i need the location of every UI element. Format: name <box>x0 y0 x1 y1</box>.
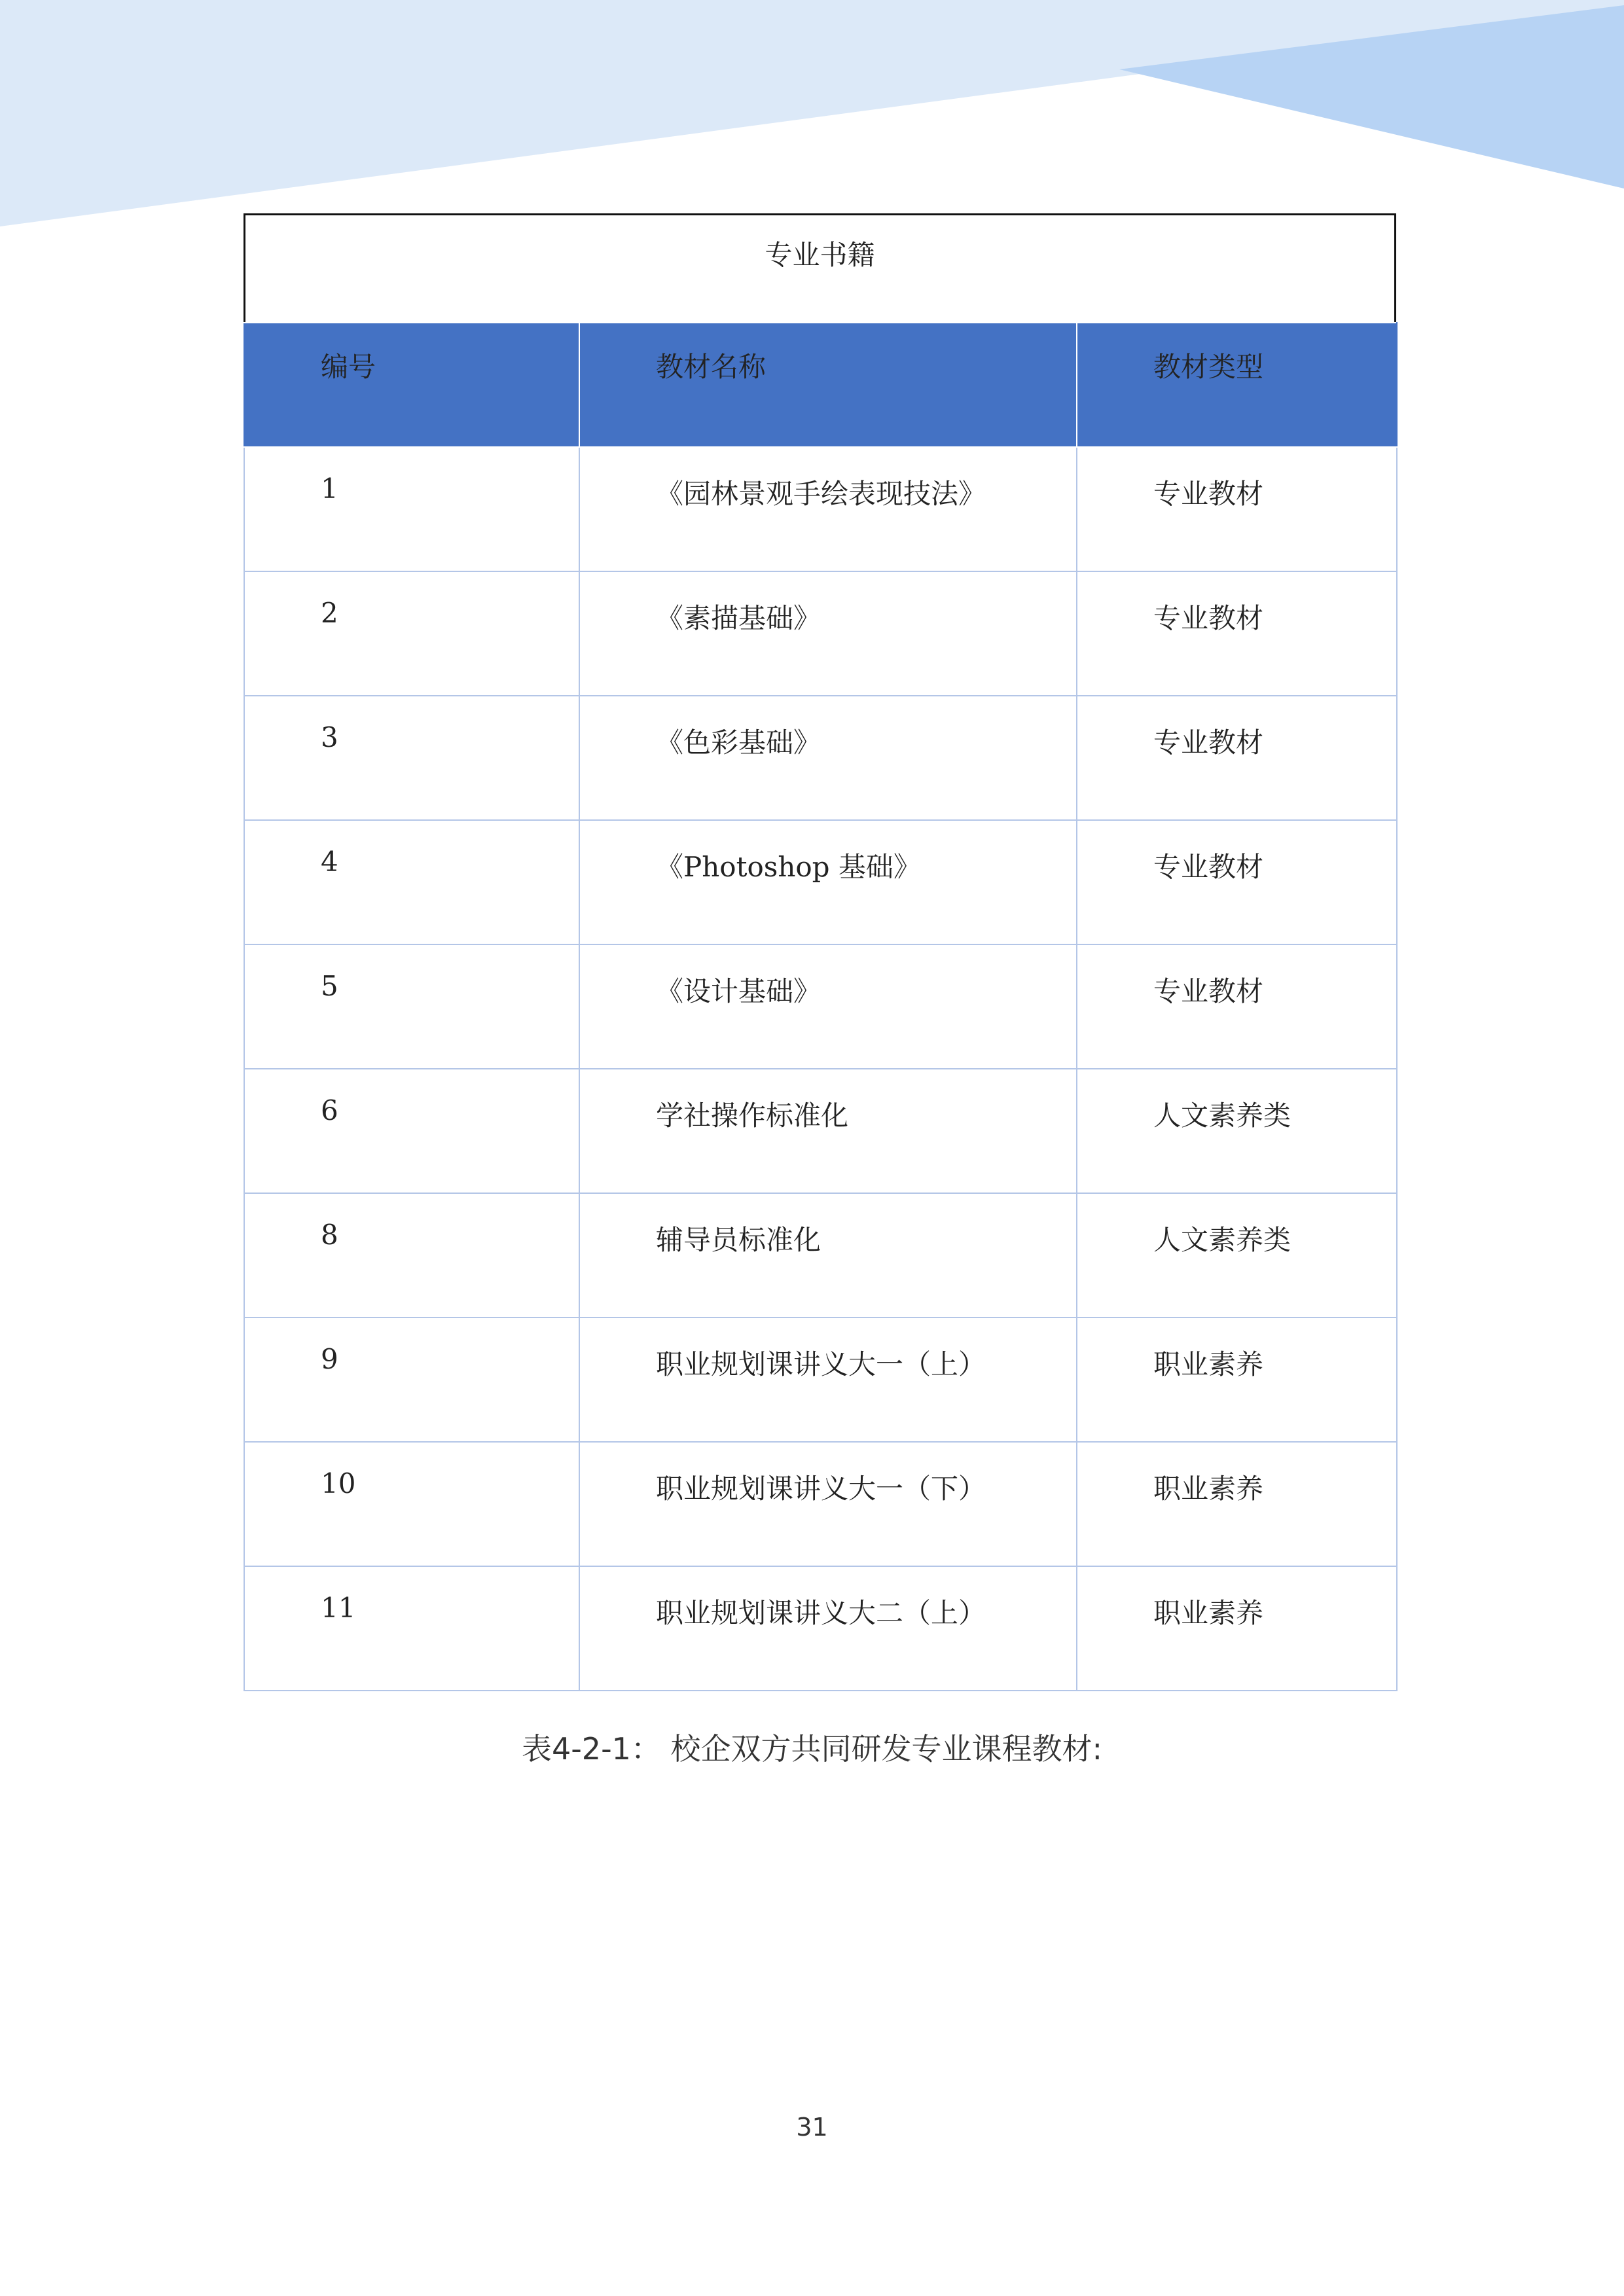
cell-book-type: 专业教材 <box>1077 696 1397 820</box>
cell-book-type: 人文素养类 <box>1077 1069 1397 1193</box>
cell-book-type: 专业教材 <box>1077 820 1397 944</box>
table-row <box>244 1442 1397 1566</box>
table-row <box>244 1193 1397 1318</box>
header-decoration <box>0 0 1624 236</box>
cell-book-type: 专业教材 <box>1077 447 1397 571</box>
cell-book-name: 辅导员标准化 <box>579 1193 1077 1318</box>
cell-book-name: 职业规划课讲义大二（上） <box>579 1566 1077 1691</box>
cell-number: 1 <box>244 447 579 571</box>
cell-book-name: 学社操作标准化 <box>579 1069 1077 1193</box>
header-book-type: 教材类型 <box>1077 323 1397 447</box>
header-number: 编号 <box>244 323 579 447</box>
cell-book-name: 《素描基础》 <box>579 571 1077 696</box>
table-row <box>244 447 1397 571</box>
cell-number: 5 <box>244 944 579 1069</box>
table-header-row <box>244 323 1397 447</box>
book-table-container <box>244 213 1396 1691</box>
cell-number: 2 <box>244 571 579 696</box>
cell-number: 3 <box>244 696 579 820</box>
table-row <box>244 820 1397 944</box>
table-title: 专业书籍 <box>244 213 1396 322</box>
book-table <box>244 322 1398 1691</box>
cell-number: 11 <box>244 1566 579 1691</box>
page-number: 31 <box>796 2113 828 2142</box>
cell-book-type: 职业素养 <box>1077 1318 1397 1442</box>
table-row <box>244 571 1397 696</box>
table-row <box>244 1318 1397 1442</box>
cell-number: 8 <box>244 1193 579 1318</box>
table-row <box>244 1566 1397 1691</box>
cell-book-type: 人文素养类 <box>1077 1193 1397 1318</box>
cell-book-name: 《园林景观手绘表现技法》 <box>579 447 1077 571</box>
header-book-name: 教材名称 <box>579 323 1077 447</box>
cell-number: 6 <box>244 1069 579 1193</box>
cell-book-name: 《色彩基础》 <box>579 696 1077 820</box>
table-row <box>244 696 1397 820</box>
cell-book-name: 职业规划课讲义大一（上） <box>579 1318 1077 1442</box>
cell-book-type: 职业素养 <box>1077 1442 1397 1566</box>
cell-number: 10 <box>244 1442 579 1566</box>
cell-book-type: 职业素养 <box>1077 1566 1397 1691</box>
cell-book-name: 《设计基础》 <box>579 944 1077 1069</box>
table-row <box>244 944 1397 1069</box>
table-row <box>244 1069 1397 1193</box>
cell-book-type: 专业教材 <box>1077 944 1397 1069</box>
cell-number: 9 <box>244 1318 579 1442</box>
cell-book-name: 职业规划课讲义大一（下） <box>579 1442 1077 1566</box>
cell-book-type: 专业教材 <box>1077 571 1397 696</box>
cell-number: 4 <box>244 820 579 944</box>
cell-book-name: 《Photoshop 基础》 <box>579 820 1077 944</box>
table-caption: 表4-2-1： 校企双方共同研发专业课程教材: <box>521 1731 1103 1767</box>
